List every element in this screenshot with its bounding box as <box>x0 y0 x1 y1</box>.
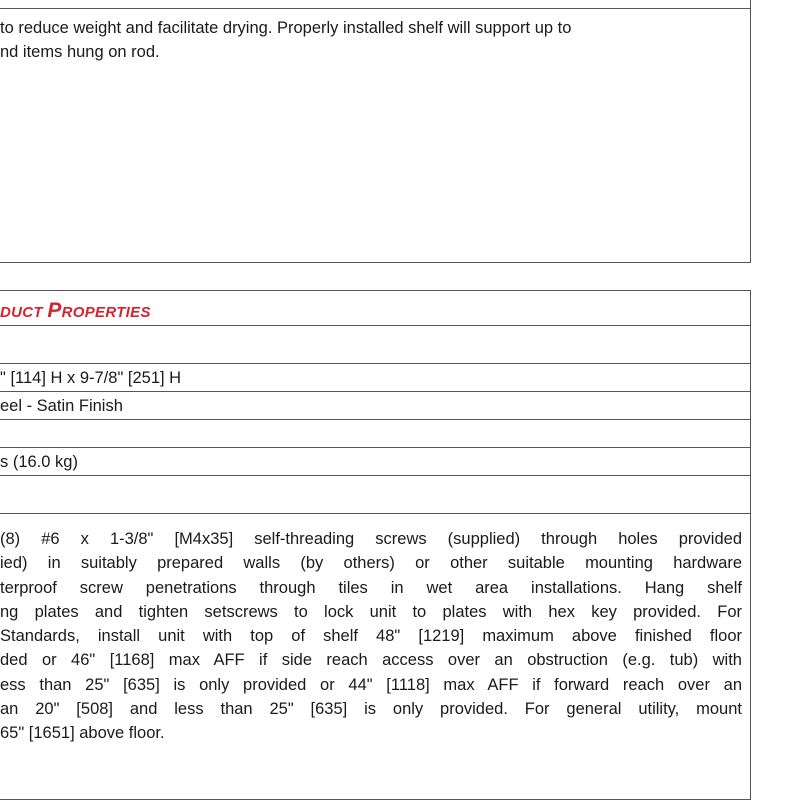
installation-line: 65" [1651] above floor. <box>0 724 165 743</box>
installation-line: an 20" [508] and less than 25" [635] is only provided. For general utility, mount <box>0 700 742 719</box>
right-border <box>750 0 751 262</box>
product-properties-heading <box>0 298 151 324</box>
table-rule <box>0 447 751 448</box>
installation-paragraph <box>0 527 742 746</box>
installation-line: terproof screw penetrations through tiles in wet area installations. Hang shelf <box>0 578 742 597</box>
installation-line: ess than 25" [635] is only provided or 44" [1118] max AFF if forward reach over an <box>0 675 742 694</box>
installation-line: ied) in suitably prepared walls (by others) or other suitable mounting hardware <box>0 554 742 573</box>
table-rule <box>0 419 751 420</box>
heading-cap: P <box>47 299 62 322</box>
installation-line: Standards, install unit with top of shelf 48" [1219] maximum above finished floor <box>0 627 742 646</box>
section-rule <box>0 290 751 291</box>
description-line: to reduce weight and facilitate drying. Properly installed shelf will support up to <box>0 19 572 37</box>
installation-line: ded or 46" [1168] max AFF if side reach access over an obstruction (e.g. tub) with <box>0 651 742 670</box>
table-rule <box>0 513 751 514</box>
description-paragraph <box>0 16 740 64</box>
table-rule <box>0 325 751 326</box>
heading-part: DUCT <box>0 304 48 321</box>
property-weight: s (16.0 kg) <box>0 453 78 471</box>
heading-part: ROPERTIES <box>61 304 151 321</box>
right-border <box>750 290 751 800</box>
property-material: eel - Satin Finish <box>0 397 123 415</box>
table-rule <box>0 475 751 476</box>
property-dimensions: " [114] H x 9-7/8" [251] H <box>0 369 182 387</box>
table-rule <box>0 363 751 364</box>
installation-line: (8) #6 x 1-3/8" [M4x35] self-threading screws (supplied) through holes provided <box>0 530 742 548</box>
table-rule <box>0 391 751 392</box>
description-box-bottom <box>0 262 751 263</box>
installation-line: ng plates and tighten setscrews to lock unit to plates with hex key provided. For <box>0 602 742 621</box>
description-line: nd items hung on rod. <box>0 43 160 61</box>
top-rule <box>0 8 751 9</box>
